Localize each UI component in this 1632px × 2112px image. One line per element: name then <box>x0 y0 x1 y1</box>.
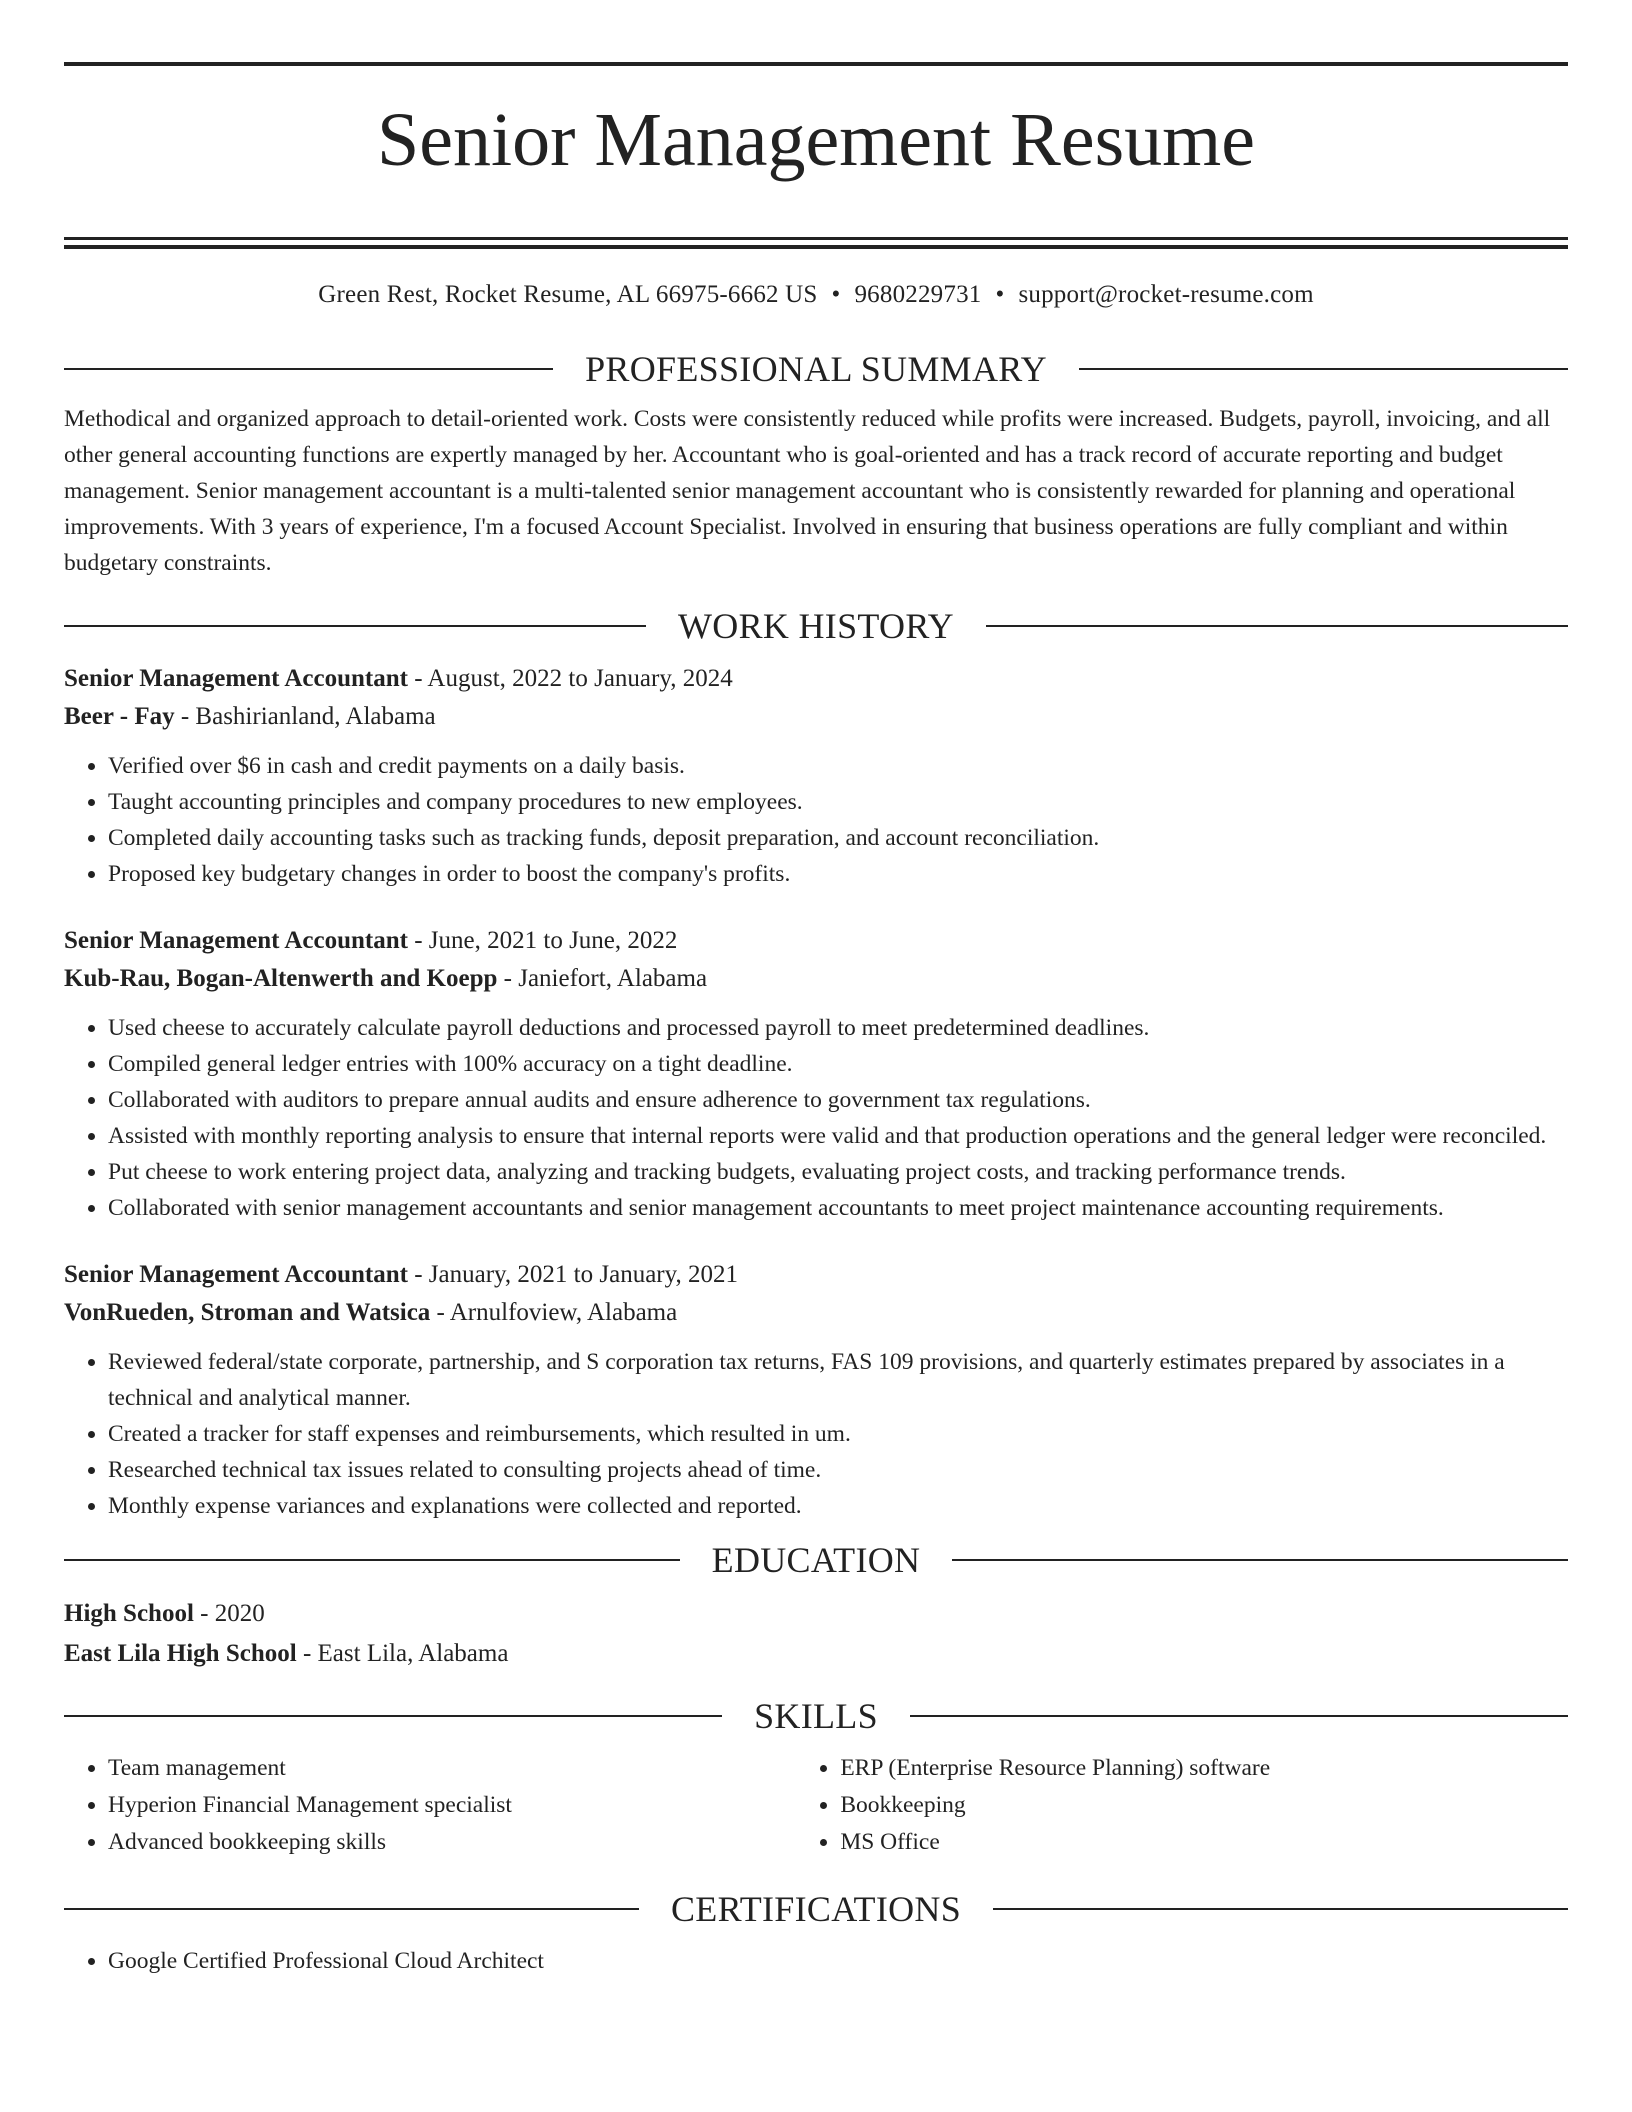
section-heading-certifications <box>64 1887 1568 1931</box>
job-bullets <box>64 1010 1568 1226</box>
contact-line <box>64 279 1568 311</box>
skill-item: • Hyperion Financial Management specialist <box>108 1787 796 1824</box>
education-degree: High School <box>64 1600 194 1628</box>
section-title: CERTIFICATIONS <box>670 1889 962 1930</box>
job-location: - Janiefort, Alabama <box>497 965 708 993</box>
education-location: - East Lila, Alabama <box>296 1640 509 1668</box>
job-dates: - January, 2021 to January, 2021 <box>407 1261 739 1289</box>
job-bullet: • Completed daily accounting tasks such as tracking funds, deposit preparation, and account reconciliation. <box>108 820 1568 856</box>
job-company: Kub-Rau, Bogan-Altenwerth and Koepp <box>64 965 498 993</box>
contact-separator: • <box>995 280 1005 308</box>
title-double-rule <box>64 237 1568 249</box>
job-company-line <box>64 698 1568 736</box>
section-title: WORK HISTORY <box>678 606 954 647</box>
job-dates: - August, 2022 to January, 2024 <box>407 665 733 693</box>
skills-left-list <box>64 1750 796 1861</box>
job-company-line <box>64 960 1568 998</box>
skills-columns <box>64 1750 1568 1861</box>
heading-rule <box>64 625 646 627</box>
job-company-line <box>64 1294 1568 1332</box>
certifications-list <box>64 1943 1568 1979</box>
job-bullet: • Collaborated with senior management accountants and senior management accountants to meet project maintenance accounting requirements. <box>108 1190 1568 1226</box>
skill-item: • Advanced bookkeeping skills <box>108 1824 796 1861</box>
contact-email: support@rocket-resume.com <box>1018 280 1314 308</box>
job-title-line <box>64 1256 1568 1294</box>
job-title: Senior Management Accountant <box>64 1261 408 1289</box>
section-heading-work <box>64 604 1568 648</box>
job-bullet: • Reviewed federal/state corporate, partnership, and S corporation tax returns, FAS 109 provisions, and quarterly estimates prepared by associates in a technical and analytical manner. <box>108 1344 1568 1416</box>
job-title-line <box>64 660 1568 698</box>
summary-text: Methodical and organized approach to detail-oriented work. Costs were consistently reduced while profits were increased. Budgets, payroll, invoicing, and all other general accounting functions are expertly managed by her. Accountant who is goal-oriented and has a track record of accurate reporting and budget management. Senior management accountant is a multi-talented senior management accountant who is consistently rewarded for planning and operational improvements. With 3 years of experience, I'm a focused Account Specialist. Involved in ensuring that business operations are fully compliant and within budgetary constraints. <box>64 405 1551 576</box>
resume-title: Senior Management Resume <box>376 98 1255 182</box>
job-location: - Bashirianland, Alabama <box>174 703 436 731</box>
section-heading-education <box>64 1538 1568 1582</box>
job-entry <box>64 660 1568 892</box>
job-bullets <box>64 748 1568 892</box>
heading-rule <box>910 1715 1568 1717</box>
job-bullet: • Assisted with monthly reporting analysis to ensure that internal reports were valid and that production operations and the general ledger were reconciled. <box>108 1118 1568 1154</box>
job-title: Senior Management Accountant <box>64 665 408 693</box>
heading-rule <box>64 368 553 370</box>
heading-rule <box>64 1715 722 1717</box>
skill-item: • ERP (Enterprise Resource Planning) software <box>840 1750 1568 1787</box>
heading-rule <box>952 1559 1568 1561</box>
job-bullet: • Researched technical tax issues related to consulting projects ahead of time. <box>108 1452 1568 1488</box>
job-bullet: • Proposed key budgetary changes in order to boost the company's profits. <box>108 856 1568 892</box>
section-title: PROFESSIONAL SUMMARY <box>585 348 1047 389</box>
job-company: VonRueden, Stroman and Watsica <box>64 1299 431 1327</box>
job-bullet: • Verified over $6 in cash and credit payments on a daily basis. <box>108 748 1568 784</box>
contact-separator: • <box>831 280 841 308</box>
job-title-line <box>64 922 1568 960</box>
education-year: - 2020 <box>193 1600 265 1628</box>
section-title: SKILLS <box>754 1696 878 1737</box>
job-bullet: • Created a tracker for staff expenses and reimbursements, which resulted in um. <box>108 1416 1568 1452</box>
heading-rule <box>64 1559 680 1561</box>
job-bullet: • Used cheese to accurately calculate payroll deductions and processed payroll to meet predetermined deadlines. <box>108 1010 1568 1046</box>
job-location: - Arnulfoview, Alabama <box>430 1299 678 1327</box>
heading-rule <box>986 625 1568 627</box>
job-entry <box>64 1256 1568 1524</box>
job-title: Senior Management Accountant <box>64 927 408 955</box>
contact-address: Green Rest, Rocket Resume, AL 66975-6662 US <box>318 280 818 308</box>
heading-rule <box>993 1908 1568 1910</box>
job-dates: - June, 2021 to June, 2022 <box>407 927 678 955</box>
section-title: EDUCATION <box>711 1540 921 1581</box>
contact-phone: 9680229731 <box>854 280 982 308</box>
work-history-list <box>64 660 1568 1524</box>
education-degree-line <box>64 1594 1568 1634</box>
job-bullet: • Compiled general ledger entries with 100% accuracy on a tight deadline. <box>108 1046 1568 1082</box>
job-bullet: • Taught accounting principles and company procedures to new employees. <box>108 784 1568 820</box>
education-school-line <box>64 1634 1568 1674</box>
certification-item: • Google Certified Professional Cloud Architect <box>108 1943 1568 1979</box>
resume-page <box>64 0 1568 1979</box>
skill-item: • Bookkeeping <box>840 1787 1568 1824</box>
education-school: East Lila High School <box>64 1640 297 1668</box>
job-company: Beer - Fay <box>64 703 175 731</box>
section-heading-summary <box>64 347 1568 391</box>
section-heading-skills <box>64 1694 1568 1738</box>
heading-rule <box>64 1908 639 1910</box>
skill-item: • MS Office <box>840 1824 1568 1861</box>
job-bullet: • Put cheese to work entering project data, analyzing and tracking budgets, evaluating project costs, and tracking performance trends. <box>108 1154 1568 1190</box>
job-entry <box>64 922 1568 1226</box>
heading-rule <box>1079 368 1568 370</box>
job-bullets <box>64 1344 1568 1524</box>
job-bullet: • Monthly expense variances and explanations were collected and reported. <box>108 1488 1568 1524</box>
top-rule <box>64 62 1568 66</box>
skill-item: • Team management <box>108 1750 796 1787</box>
education-entry <box>64 1594 1568 1674</box>
job-bullet: • Collaborated with auditors to prepare annual audits and ensure adherence to government tax regulations. <box>108 1082 1568 1118</box>
skills-right-list <box>796 1750 1568 1861</box>
